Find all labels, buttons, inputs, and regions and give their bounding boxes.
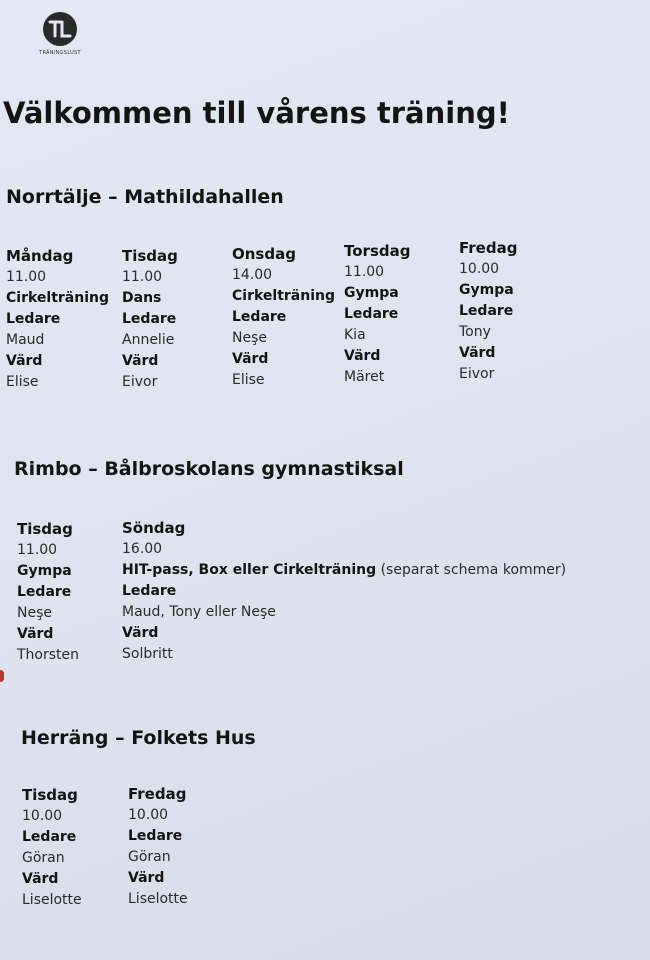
host-name: Liselotte (22, 892, 82, 908)
host-label: Värd (459, 345, 496, 361)
red-pin-marker (0, 670, 4, 682)
logo-mark-icon (43, 12, 77, 46)
host-label: Värd (22, 871, 59, 887)
leader-label: Ledare (17, 584, 72, 600)
host-name: Elise (6, 374, 39, 390)
activity-row (122, 560, 566, 581)
schedule-column-mandag (6, 246, 109, 393)
leader-name: Maud, Tony eller Neşe (122, 604, 276, 620)
host-name: Eivor (122, 374, 158, 390)
leader-label: Ledare (344, 306, 399, 322)
time: 10.00 (22, 808, 63, 824)
page-title: Välkommen till vårens träning! (3, 96, 510, 130)
activity: HIT-pass, Box eller Cirkelträning (122, 562, 377, 578)
leader-name: Göran (22, 850, 65, 866)
leader-name: Kia (344, 327, 366, 343)
leader-name: Maud (6, 332, 45, 348)
host-name: Solbritt (122, 646, 173, 662)
leader-label: Ledare (459, 303, 514, 319)
host-label: Värd (344, 348, 381, 364)
time: 11.00 (122, 269, 163, 285)
leader-name: Tony (459, 324, 491, 340)
activity: Gympa (344, 285, 399, 301)
host-label: Värd (6, 353, 43, 369)
time: 10.00 (459, 261, 500, 277)
schedule-column-fredag (128, 784, 188, 910)
host-name: Liselotte (128, 891, 188, 907)
leader-label: Ledare (22, 829, 77, 845)
activity: Gympa (17, 563, 72, 579)
time: 11.00 (344, 264, 385, 280)
time: 11.00 (6, 269, 47, 285)
host-name: Märet (344, 369, 385, 385)
leader-name: Neşe (232, 330, 267, 346)
activity: Cirkelträning (232, 288, 336, 304)
host-label: Värd (128, 870, 165, 886)
day-label: Torsdag (344, 242, 411, 260)
time: 10.00 (128, 807, 169, 823)
schedule-column-tisdag (122, 246, 178, 393)
leader-name: Göran (128, 849, 171, 865)
host-label: Värd (17, 626, 54, 642)
time: 11.00 (17, 542, 58, 558)
schedule-column-fredag (459, 238, 517, 385)
day-label: Onsdag (232, 245, 296, 263)
leader-label: Ledare (122, 583, 177, 599)
host-label: Värd (232, 351, 269, 367)
schedule-column-onsdag (232, 244, 335, 391)
host-label: Värd (122, 353, 159, 369)
host-label: Värd (122, 625, 159, 641)
time: 16.00 (122, 541, 163, 557)
day-label: Tisdag (122, 247, 178, 265)
day-label: Fredag (459, 239, 518, 257)
activity: Gympa (459, 282, 514, 298)
leader-name: Neşe (17, 605, 52, 621)
host-name: Eivor (459, 366, 495, 382)
schedule-column-sondag (122, 518, 566, 665)
leader-label: Ledare (6, 311, 61, 327)
day-label: Måndag (6, 247, 74, 265)
activity: Dans (122, 290, 162, 306)
schedule-column-tisdag (22, 785, 82, 911)
host-name: Thorsten (17, 647, 80, 663)
section-heading-rimbo: Rimbo – Bålbroskolans gymnastiksal (14, 458, 404, 480)
leader-label: Ledare (232, 309, 287, 325)
schedule-column-torsdag (344, 241, 410, 388)
day-label: Tisdag (22, 786, 78, 804)
activity: Cirkelträning (6, 290, 110, 306)
logo (30, 12, 90, 56)
day-label: Fredag (128, 785, 187, 803)
host-name: Elise (232, 372, 265, 388)
day-label: Söndag (122, 519, 186, 537)
logo-text: TRÄNINGSLUST (39, 50, 81, 56)
activity-note: (separat schema kommer) (376, 562, 567, 578)
section-heading-herrang: Herräng – Folkets Hus (21, 727, 256, 749)
section-heading-norrtalje: Norrtälje – Mathildahallen (6, 186, 284, 208)
schedule-column-tisdag (17, 519, 79, 666)
leader-label: Ledare (122, 311, 177, 327)
leader-label: Ledare (128, 828, 183, 844)
leader-name: Annelie (122, 332, 175, 348)
day-label: Tisdag (17, 520, 73, 538)
time: 14.00 (232, 267, 273, 283)
